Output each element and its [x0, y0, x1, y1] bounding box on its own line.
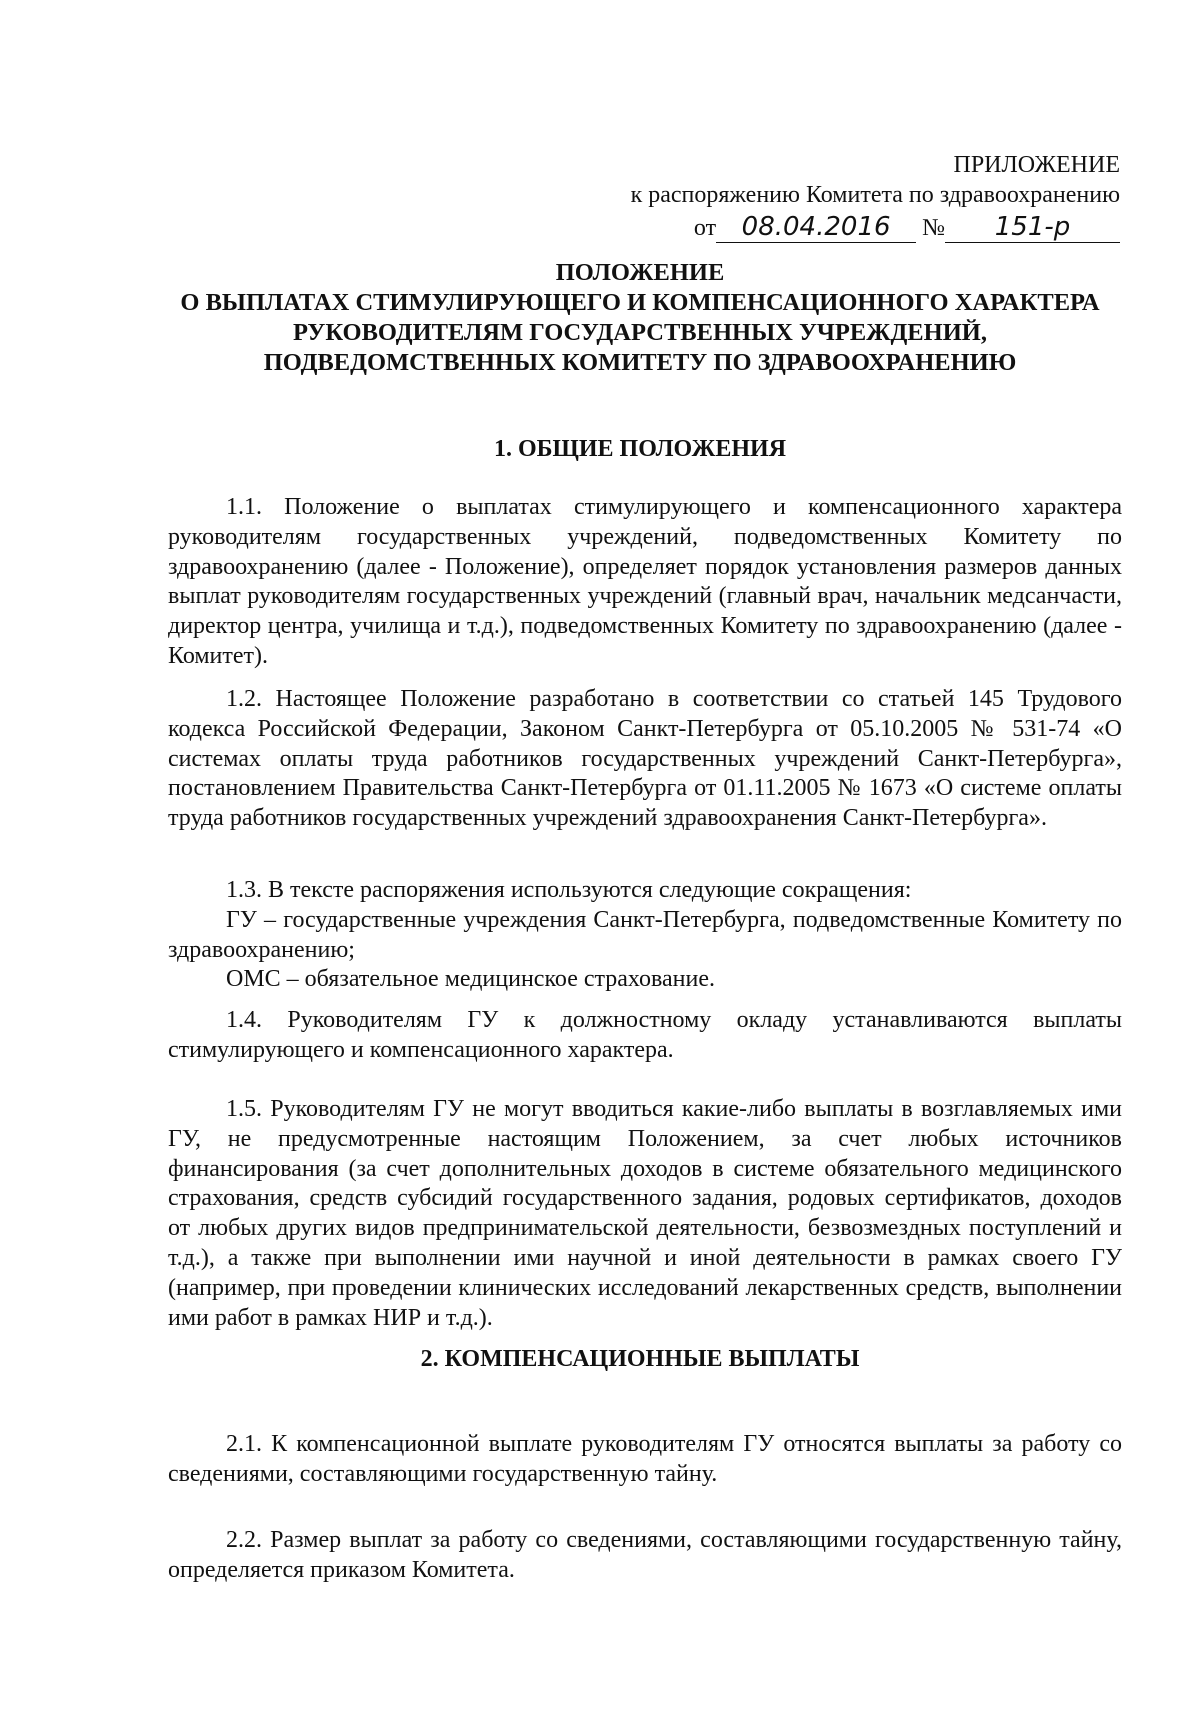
paragraph-1-1-text: 1.1. Положение о выплатах стимулирующего и компенсационного характера руководителям государственных учреждений, подведомственных Комитету по здравоохранению (далее - Положение), определяет порядок установления размеров данных выплат руководителям государственных учреждений (главный врач, начальник медсанчасти, директор центра, училища и т.д.), подведомственных Комитету по здравоохранению (далее - Комитет). [168, 494, 1122, 669]
paragraph-2-1-text: 2.1. К компенсационной выплате руководителям ГУ относятся выплаты за работу со сведениями, составляющими государственную тайну. [168, 1431, 1122, 1487]
paragraph-1-4 [168, 1006, 1122, 1066]
annex-date-number [694, 212, 1120, 248]
handwritten-date: 08.04.2016 [716, 212, 916, 243]
paragraph-1-3-intro: 1.3. В тексте распоряжения используются следующие сокращения: [226, 877, 912, 903]
title-line-3: РУКОВОДИТЕЛЯМ ГОСУДАРСТВЕННЫХ УЧРЕЖДЕНИЙ, [293, 319, 987, 346]
handwritten-number: 151-р [945, 212, 1120, 243]
paragraph-1-3 [168, 876, 1122, 995]
annex-label: ПРИЛОЖЕНИЕ [953, 152, 1120, 178]
annex-block [520, 150, 1120, 250]
paragraph-1-4-text: 1.4. Руководителям ГУ к должностному окладу устанавливаются выплаты стимулирующего и компенсационного характера. [168, 1007, 1122, 1063]
date-prefix: от [693, 215, 717, 241]
title-line-2: О ВЫПЛАТАХ СТИМУЛИРУЮЩЕГО И КОМПЕНСАЦИОННОГО ХАРАКТЕРА [180, 289, 1100, 316]
abbr-oms: ОМС – обязательное медицинское страхование. [226, 966, 716, 993]
number-prefix: № [922, 215, 945, 241]
title-line-1: ПОЛОЖЕНИЕ [555, 259, 725, 286]
title-line-4: ПОДВЕДОМСТВЕННЫХ КОМИТЕТУ ПО ЗДРАВООХРАНЕНИЮ [263, 349, 1017, 376]
section-2-heading: 2. КОМПЕНСАЦИОННЫЕ ВЫПЛАТЫ [420, 1346, 860, 1372]
abbr-gu: ГУ – государственные учреждения Санкт-Петербурга, подведомственные Комитету по здравоохранению; [168, 906, 1122, 963]
paragraph-2-2-text: 2.2. Размер выплат за работу со сведениями, составляющими государственную тайну, определяется приказом Комитета. [168, 1527, 1122, 1583]
paragraph-1-2-text: 1.2. Настоящее Положение разработано в соответствии со статьей 145 Трудового кодекса Российской Федерации, Законом Санкт-Петербурга от 05.10.2005 № 531-74 «О системах оплаты труда работников государственных учреждений Санкт-Петербурга», постановлением Правительства Санкт-Петербурга от 01.11.2005 № 1673 «О системе оплаты труда работников государственных учреждений здравоохранения Санкт-Петербурга». [168, 686, 1122, 832]
paragraph-2-1 [168, 1430, 1122, 1490]
paragraph-2-2 [168, 1526, 1122, 1586]
annex-to: к распоряжению Комитета по здравоохранению [630, 182, 1120, 208]
paragraph-1-2 [168, 685, 1122, 834]
paragraph-1-5-text: 1.5. Руководителям ГУ не могут вводиться какие-либо выплаты в возглавляемых ими ГУ, не предусмотренные настоящим Положением, за счет любых источников финансирования (за счет дополнительных доходов в системе обязательного медицинского страхования, средств субсидий государственного задания, родовых сертификатов, доходов от любых других видов предпринимательской деятельности, безвозмездных поступлений и т.д.), а также при выполнении ими научной и иной деятельности в рамках своего ГУ (например, при проведении клинических исследований лекарственных средств, выполнении ими работ в рамках НИР и т.д.). [168, 1096, 1122, 1331]
document-title [160, 258, 1120, 378]
section-1-heading: 1. ОБЩИЕ ПОЛОЖЕНИЯ [493, 436, 787, 462]
paragraph-1-5 [168, 1095, 1122, 1333]
paragraph-1-1 [168, 493, 1122, 672]
